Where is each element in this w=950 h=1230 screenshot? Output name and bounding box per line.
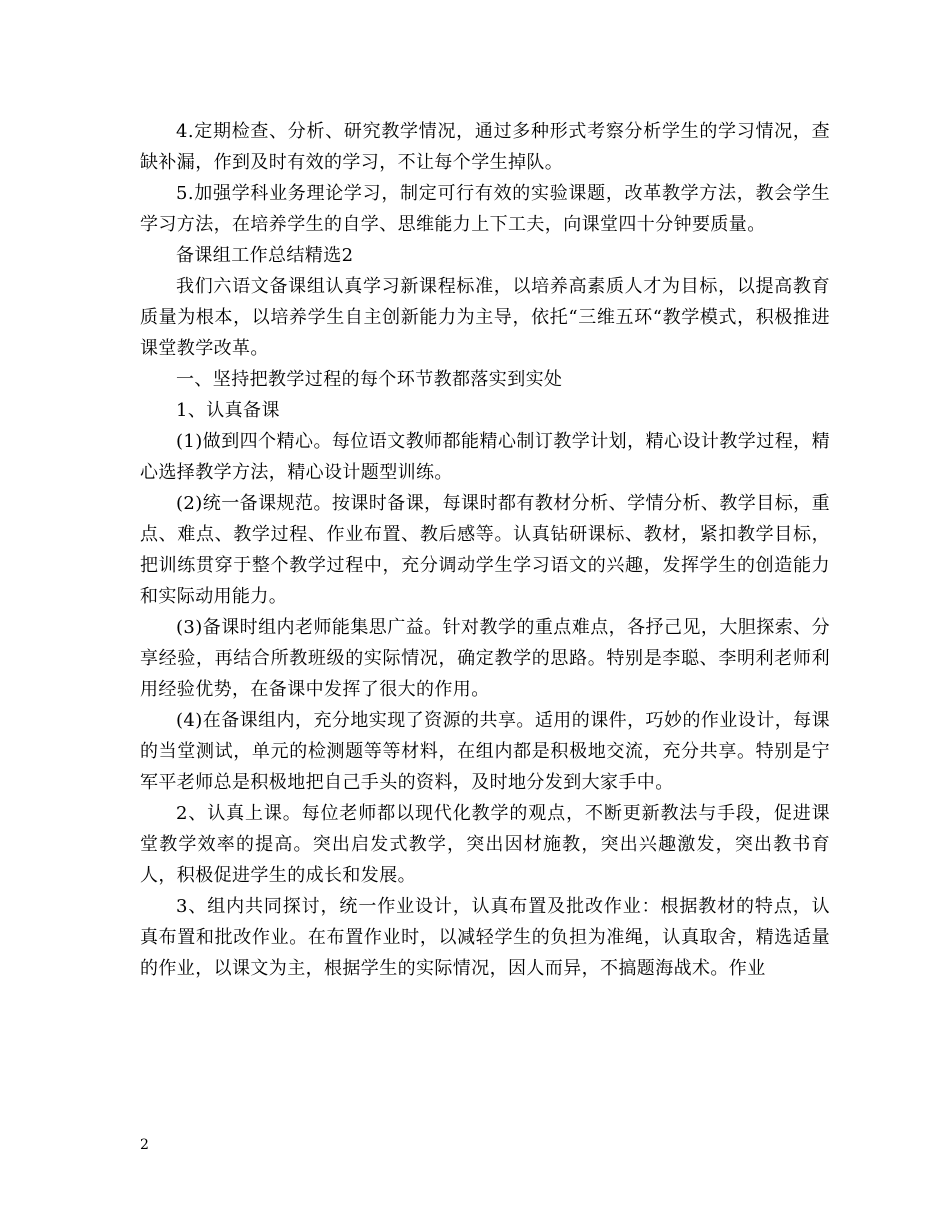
paragraph: 3、组内共同探讨，统一作业设计，认真布置及批改作业：根据教材的特点，认真布置和批改作业。在布置作业时，以减轻学生的负担为准绳，认真取舍，精选适量的作业，以课文为主，根据学生的实际情况，因人而异，不搞题海战术。作业 bbox=[140, 896, 830, 979]
page-number: 2 bbox=[140, 1137, 149, 1153]
section-title: 备课组工作总结精选2 bbox=[176, 245, 354, 266]
subheading: 1、认真备课 bbox=[176, 400, 280, 421]
paragraph: (3)备课时组内老师能集思广益。针对教学的重点难点，各抒己见，大胆探索、分享经验，再结合所教班级的实际情况，确定教学的思路。特别是李聪、李明利老师利用经验优势，在备课中发挥了很大的作用。 bbox=[140, 617, 830, 700]
paragraph: (1)做到四个精心。每位语文教师都能精心制订教学计划，精心设计教学过程，精心选择教学方法，精心设计题型训练。 bbox=[140, 431, 830, 483]
paragraph: (2)统一备课规范。按课时备课，每课时都有教材分析、学情分析、教学目标，重点、难点、教学过程、作业布置、教后感等。认真钻研课标、教材，紧扣教学目标，把训练贯穿于整个教学过程中，充分调动学生学习语文的兴趣，发挥学生的创造能力和实际动用能力。 bbox=[140, 493, 830, 607]
paragraph: 4.定期检查、分析、研究教学情况，通过多种形式考察分析学生的学习情况，查缺补漏，作到及时有效的学习，不让每个学生掉队。 bbox=[140, 121, 830, 173]
document-body bbox=[140, 116, 830, 984]
paragraph: (4)在备课组内，充分地实现了资源的共享。适用的课件，巧妙的作业设计，每课的当堂测试，单元的检测题等等材料，在组内都是积极地交流，充分共享。特别是宁军平老师总是积极地把自己手头的资料，及时地分发到大家手中。 bbox=[140, 710, 830, 793]
paragraph: 5.加强学科业务理论学习，制定可行有效的实验课题，改革教学方法，教会学生学习方法，在培养学生的自学、思维能力上下工夫，向课堂四十分钟要质量。 bbox=[140, 183, 830, 235]
paragraph: 我们六语文备课组认真学习新课程标准，以培养高素质人才为目标，以提高教育质量为根本，以培养学生自主创新能力为主导，依托“三维五环“教学模式，积极推进课堂教学改革。 bbox=[140, 276, 830, 359]
heading: 一、坚持把教学过程的每个环节教都落实到实处 bbox=[176, 369, 563, 390]
paragraph: 2、认真上课。每位老师都以现代化教学的观点，不断更新教法与手段，促进课堂教学效率的提高。突出启发式教学，突出因材施教，突出兴趣激发，突出教书育人，积极促进学生的成长和发展。 bbox=[140, 803, 830, 886]
